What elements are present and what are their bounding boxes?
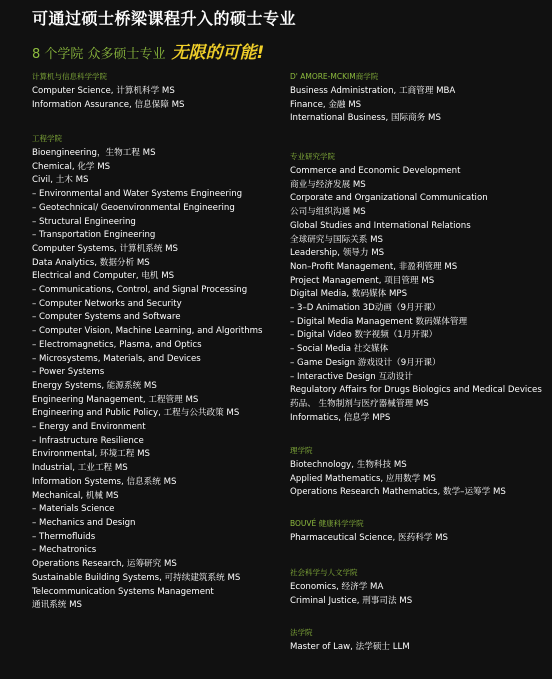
program-item: Finance, 金融 MS [290,99,362,110]
program-item: Computer Systems, 计算机系统 MS [32,243,179,254]
program-item: Data Analytics, 数据分析 MS [32,257,150,268]
program-item: – Structural Engineering [32,216,136,227]
program-item: – Digital Video 数字视频（1月开课） [290,330,438,341]
program-item: Energy Systems, 能源系统 MS [32,380,157,391]
program-item: 商业与经济发展 MS [290,179,366,190]
program-item: – Game Design 游戏设计（9月开课） [290,357,441,368]
program-item: Project Management, 项目管理 MS [290,275,435,286]
program-item: International Business, 国际商务 MS [290,113,441,124]
program-item: – Geotechnical/ Geoenvironmental Engineering [32,202,235,213]
section-law [290,627,410,655]
subtitle [32,38,264,63]
section-bouve [290,518,448,546]
program-item: – Digital Media Management 数码媒体管理 [290,316,468,327]
section-heading: 理学院 [290,446,313,455]
section-heading: 社会科学与人文学院 [290,568,358,577]
program-item: – Transportation Engineering [32,230,156,241]
subtitle-lead: 8 个学院 众多硕士专业 [32,47,166,62]
program-item: – Power Systems [32,367,105,378]
page-title: 可通过硕士桥梁课程升入的硕士专业 [32,9,297,28]
program-item: – 3–D Animation 3D动画（9月开课） [290,303,441,314]
program-item: – Communications, Control, and Signal Processing [32,285,248,296]
program-item: Commerce and Economic Development [290,166,461,176]
program-item: Engineering Management, 工程管理 MS [32,394,199,405]
program-item: – Microsystems, Materials, and Devices [32,353,201,364]
program-item: Digital Media, 数码媒体 MPS [290,289,408,300]
program-item: 通讯系统 MS [32,600,82,611]
program-item: – Infrastructure Resilience [32,435,144,446]
program-item: Non–Profit Management, 非盈利管理 MS [290,261,458,272]
program-item: Leadership, 领导力 MS [290,248,385,259]
program-item: Informatics, 信息学 MPS [290,412,391,423]
program-item: – Interactive Design 互动设计 [290,371,413,382]
program-item: Electrical and Computer, 电机 MS [32,271,175,282]
program-item: Biotechnology, 生物科技 MS [290,460,407,470]
program-item: – Computer Networks and Security [32,298,182,309]
program-item: Civil, 土木 MS [32,175,89,186]
program-item: – Social Media 社交媒体 [290,344,389,355]
program-item: Information Systems, 信息系统 MS [32,476,177,487]
section-professional [290,151,542,425]
program-item: Computer Science, 计算机科学 MS [32,86,175,96]
program-item: Operations Research, 运筹研究 MS [32,559,177,570]
section-social [290,567,412,608]
program-item: 药品、 生物制剂与医疗器械管理 MS [290,398,429,409]
section-heading: 专业研究学院 [290,152,335,161]
program-item: – Mechanics and Design [32,517,136,528]
program-item: Business Administration, 工商管理 MBA [290,86,456,96]
section-engineering [32,133,263,613]
program-item: – Electromagnetics, Plasma, and Optics [32,339,202,350]
program-item: – Mechatronics [32,545,97,556]
program-item: Operations Research Mathematics, 数学–运筹学 MS [290,487,506,498]
program-item: Pharmaceutical Science, 医药科学 MS [290,533,448,543]
program-item: Telecommunication Systems Management [32,586,214,597]
section-heading: BOUVÉ 健康科学学院 [290,519,364,528]
section-heading: 计算机与信息科学学院 [32,72,107,81]
section-heading: 法学院 [290,628,313,637]
program-item: – Energy and Environment [32,422,146,433]
program-item: – Computer Systems and Software [32,312,181,323]
program-item: – Environmental and Water Systems Engineering [32,189,243,200]
program-item: – Computer Vision, Machine Learning, and Algorithms [32,326,263,337]
section-heading: D' AMORE-MCKIM商学院 [290,72,379,81]
program-item: Global Studies and International Relations [290,220,471,231]
program-item: Mechanical, 机械 MS [32,490,119,501]
program-item: – Thermofluids [32,531,96,542]
program-item: Economics, 经济学 MA [290,582,384,592]
program-item: Industrial, 工业工程 MS [32,463,128,474]
program-item: 全球研究与国际关系 MS [290,234,383,245]
section-khoury [32,71,184,112]
program-item: Corporate and Organizational Communication [290,193,488,204]
program-item: Criminal Justice, 刑事司法 MS [290,595,413,606]
subtitle-highlight: 无限的可能! [171,43,265,63]
program-item: Regulatory Affairs for Drugs Biologics and Medical Devices [290,385,542,396]
program-item: – Materials Science [32,504,115,515]
program-item: Applied Mathematics, 应用数学 MS [290,473,436,484]
program-item: Information Assurance, 信息保障 MS [32,99,185,110]
section-science [290,445,506,500]
program-item: Environmental, 环境工程 MS [32,449,150,460]
section-business [290,71,455,126]
program-item: 公司与组织沟通 MS [290,207,366,218]
program-item: Sustainable Building Systems, 可持续建筑系统 MS [32,572,241,583]
program-item: Chemical, 化学 MS [32,161,111,172]
section-heading: 工程学院 [32,134,62,143]
program-item: Engineering and Public Policy, 工程与公共政策 MS [32,408,240,419]
program-item: Master of Law, 法学硕士 LLM [290,642,410,652]
program-item: Bioengineering，生物工程 MS [32,148,156,158]
